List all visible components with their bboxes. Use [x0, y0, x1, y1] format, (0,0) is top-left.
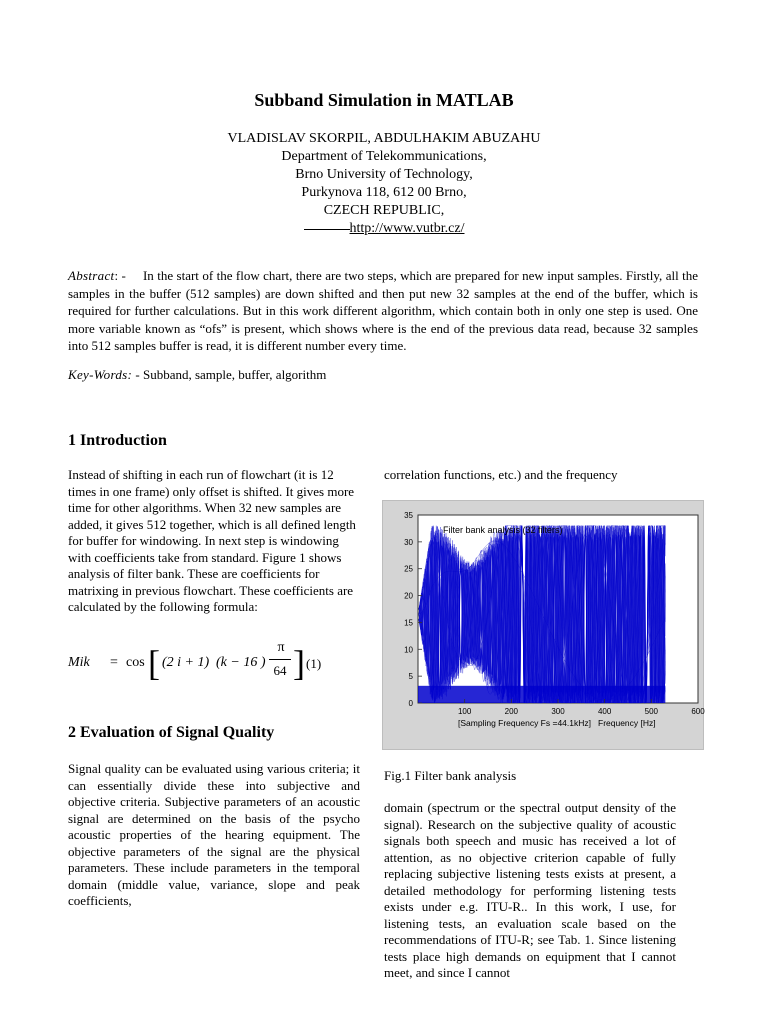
y-tick-label: 25: [404, 564, 413, 574]
affiliation-line: Brno University of Technology,: [295, 167, 473, 182]
right-column-top-text: correlation functions, etc.) and the frequency: [384, 467, 618, 482]
keywords-label: Key-Words:: [68, 367, 133, 382]
eq-fraction-bar: [269, 659, 291, 660]
x-tick-label: 400: [597, 707, 612, 716]
eq-factor-2: (k − 16 ): [216, 655, 266, 670]
x-tick-label: 300: [551, 707, 565, 716]
equation-1: [68, 640, 368, 690]
right-column-paragraph: domain (spectrum or the spectral output density of the signal). Research on the subjective quality of acoustic signals both speech and music has received a lot of attention, as no objective criterion capable of fully replacing subjective listening tests exists at present, a detailed methodology for performing listening tests exists under e.g. ITU-R.. In this work, I use, for listening tests, an evaluation scale based on the recommendations of ITU-R; see Tab. 1. Since listening tests place high demands on equipment that I cannot meet, and since I cannot: [384, 800, 676, 980]
affiliation-line: Purkynova 118, 612 00 Brno,: [301, 185, 467, 200]
abstract: [68, 267, 698, 355]
evaluation-paragraph: Signal quality can be evaluated using various criteria; it can essentially divide these into subjective and objective criteria. Subjective parameters of an acoustic signal are determined on the basis of the psycho acoustic properties of the hearing equipment. The objective parameters of the signal are the physical parameters. These include parameters in the temporal domain (middle value, variance, slope and peak coefficients,: [68, 761, 360, 908]
affiliation-line: CZECH REPUBLIC,: [323, 203, 445, 218]
y-tick-label: 10: [404, 645, 413, 655]
intro-paragraph: Instead of shifting in each run of flowchart (it is 12 times in one frame) only offset is shifted. It gives more time for other algorithms. When 32 new samples are added, it gives 512 together, which is all defined length for buffer for windowing. In next step is windowing with coefficients take from standard. Figure 1 shows analysis of filter bank. These are coefficients for matrixing in previous flowchart. These coefficients are calculated by the following formula:: [68, 467, 356, 614]
website-link[interactable]: http://www.vutbr.cz/: [349, 221, 465, 236]
eq-factor-1: (2 i + 1): [162, 655, 210, 670]
figure-caption: Fig.1 Filter bank analysis: [384, 768, 517, 783]
keywords-text: - Subband, sample, buffer, algorithm: [135, 367, 327, 382]
eq-bracket-right: ]: [293, 643, 305, 683]
plot-xlabel-left: [Sampling Frequency Fs =44.1kHz]: [458, 718, 591, 728]
y-tick-label: 5: [408, 672, 413, 682]
plot-series-group: [418, 526, 665, 703]
abstract-dash: : -: [114, 268, 126, 283]
y-tick-label: 20: [404, 591, 413, 601]
eq-cos: cos: [126, 655, 145, 670]
url-line: [0, 220, 768, 238]
figure-1: [382, 500, 704, 750]
eq-sign: =: [110, 655, 118, 670]
affiliation-line: Department of Telekommunications,: [281, 149, 487, 164]
keywords: [68, 367, 326, 383]
x-tick-label: 200: [504, 707, 519, 716]
y-tick-label: 30: [404, 537, 413, 547]
author-names: VLADISLAV SKORPIL, ABDULHAKIM ABUZAHU: [227, 131, 541, 146]
eq-pi: π: [277, 640, 285, 655]
y-tick-label: 15: [404, 618, 413, 628]
abstract-label: Abstract: [68, 268, 115, 283]
x-tick-label: 500: [644, 707, 659, 716]
eq-bracket-left: [: [148, 643, 160, 683]
low-amplitude-band: [418, 686, 665, 703]
y-tick-label: 35: [404, 511, 413, 520]
plot-title: Filter bank analysis (32 filters): [443, 525, 563, 535]
section-heading-evaluation: 2 Evaluation of Signal Quality: [68, 724, 275, 741]
author-block: [0, 130, 768, 238]
plot-xlabel-right: Frequency [Hz]: [598, 718, 656, 728]
section-heading-introduction: 1 Introduction: [68, 432, 167, 449]
filter-bank-chart: [383, 501, 703, 749]
url-rule: [304, 228, 350, 230]
eq-number: (1): [306, 656, 322, 671]
x-tick-label: 100: [457, 707, 472, 716]
eq-lhs: Mik: [68, 655, 90, 670]
paper-title: Subband Simulation in MATLAB: [254, 90, 514, 110]
eq-denominator: 64: [273, 663, 287, 678]
x-tick-label: 600: [691, 707, 705, 716]
abstract-text: In the start of the flow chart, there are two steps, which are prepared for new input samples. Firstly, all the samples in the buffer (512 samples) are down shifted and then put new 32 samples at the end of the buffer, which is required for further calculations. But in this work different algorithm, which contain both in only one step is used. One more variable known as “ofs” is present, which shows where is the end of the previous data read, because 32 samples into 512 samples buffer is read, it is different number every time.: [68, 268, 698, 354]
y-tick-label: 0: [408, 699, 413, 708]
